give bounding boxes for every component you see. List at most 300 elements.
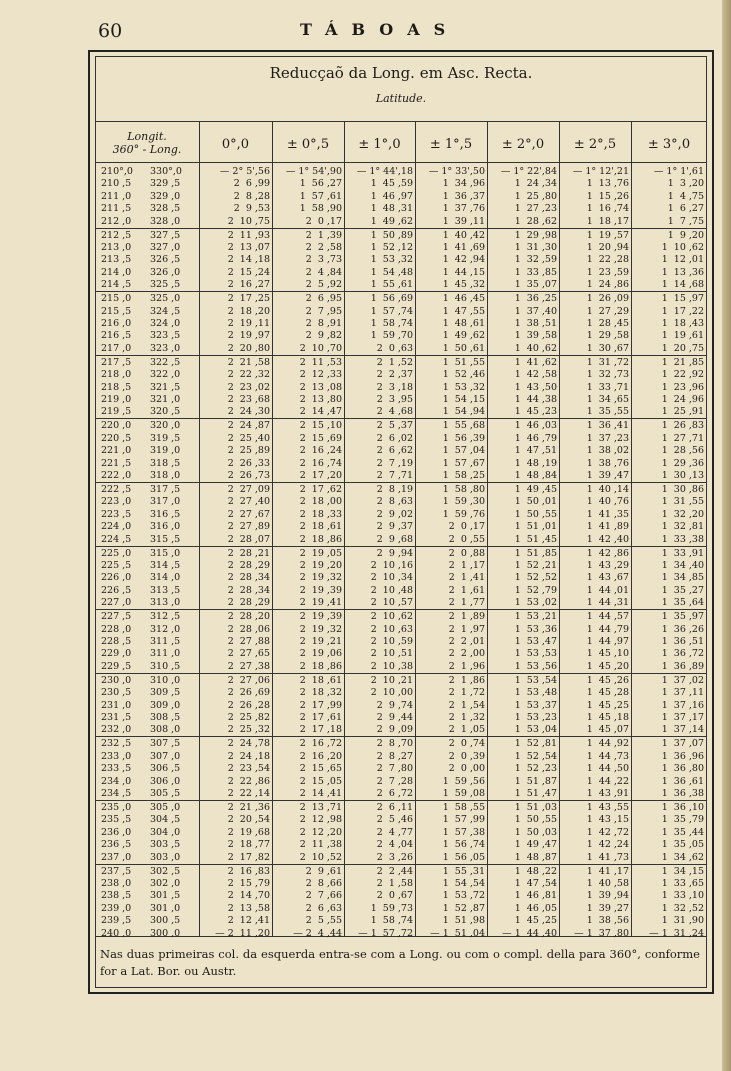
table-cell: 1 35 ,79 <box>661 814 704 826</box>
table-cell: 1 52 ,12 <box>370 241 413 253</box>
table-cell: 1 43 ,50 <box>514 381 557 393</box>
table-cell: 1 52 ,23 <box>514 763 557 775</box>
table-cell: 2 24 ,87 <box>227 420 270 432</box>
table-cell: 2 1 ,89 <box>448 611 485 623</box>
table-cell: 1 45 ,20 <box>586 660 629 672</box>
table-cell: 2 3 ,73 <box>305 254 342 266</box>
table-cell: 2 25 ,82 <box>227 711 270 723</box>
header-longit-label: Longit. <box>127 130 167 143</box>
table-cell: 223 ,5 <box>101 508 132 520</box>
table-cell: 1 22 ,92 <box>661 369 704 381</box>
table-cell: 1 47 ,51 <box>514 445 557 457</box>
table-cell: 223 ,0 <box>101 496 132 508</box>
header-col-1-5: ± 1°,5 <box>429 137 473 152</box>
table-cell: 2 11 ,93 <box>227 229 270 241</box>
table-cell: 1 35 ,64 <box>661 597 704 609</box>
table-cell: 301 ,5 <box>150 890 181 902</box>
table-cell: 2 0 ,67 <box>376 890 413 902</box>
table-cell: 227 ,5 <box>101 611 132 623</box>
table-cell: 329 ,0 <box>150 190 181 202</box>
table-cell: 1 35 ,05 <box>661 839 704 851</box>
table-cell: 1 29 ,98 <box>514 229 557 241</box>
table-cell: 1 46 ,79 <box>514 432 557 444</box>
table-cell: 239 ,5 <box>101 915 132 927</box>
table-cell: 2 7 ,28 <box>376 775 413 787</box>
table-cell: 2 27 ,09 <box>227 484 270 495</box>
table-cell: 308 ,0 <box>150 724 181 736</box>
table-cell: 2 0 ,88 <box>448 547 485 559</box>
table-cell: 2 4 ,68 <box>376 406 413 418</box>
table-cell: 1 52 ,87 <box>442 902 485 914</box>
table-cell: 1 15 ,97 <box>661 293 704 305</box>
table-cell: 2 11 ,53 <box>299 356 342 368</box>
table-cell: 1 27 ,71 <box>661 432 704 444</box>
table-cell: 1 44 ,01 <box>586 584 629 596</box>
table-cell: 300 ,0 <box>150 927 181 939</box>
table-cell: 2 15 ,65 <box>299 763 342 775</box>
table-cell: 2 10 ,48 <box>370 584 413 596</box>
table-cell: 1 53 ,23 <box>514 711 557 723</box>
table-cell: 329 ,5 <box>150 178 181 190</box>
table-cell: 1 37 ,76 <box>442 203 485 215</box>
table-cell: 318 ,5 <box>150 457 181 469</box>
table-cell: 2 4 ,84 <box>305 266 342 278</box>
table-cell: 234 ,5 <box>101 787 132 799</box>
table-cell: 2 12 ,98 <box>299 814 342 826</box>
table-cell: 229 ,0 <box>101 648 132 660</box>
table-cell: 1 53 ,37 <box>514 699 557 711</box>
table-cell: 215 ,0 <box>101 293 132 305</box>
table-cell: 220 ,0 <box>101 420 132 432</box>
table-cell: 2 9 ,37 <box>376 521 413 533</box>
table-cell: 1 26 ,09 <box>586 293 629 305</box>
table-cell: 1 47 ,55 <box>442 305 485 317</box>
footnote: Nas duas primeiras col. da esquerda entra-se com a Long. ou com o compl. della para 360°, conforme for a Lat. Bor. ou Austr. <box>100 947 700 978</box>
table-cell: 1 45 ,59 <box>370 178 413 190</box>
table-cell: 228 ,5 <box>101 635 132 647</box>
table-cell: 1 22 ,28 <box>586 254 629 266</box>
table-cell: 2 14 ,70 <box>227 890 270 902</box>
table-cell: 1 36 ,89 <box>661 660 704 672</box>
table-cell: 321 ,0 <box>150 393 181 405</box>
table-cell: 1 32 ,81 <box>661 521 704 533</box>
table-cell: 1 44 ,79 <box>586 623 629 635</box>
table-cell: 1 45 ,25 <box>586 699 629 711</box>
table-cell: 2 18 ,32 <box>299 687 342 699</box>
table-cell: 213 ,5 <box>101 254 132 266</box>
table-cell: 2 0 ,63 <box>376 342 413 354</box>
table-cell: 216 ,0 <box>101 317 132 329</box>
table-cell: 2 13 ,07 <box>227 241 270 253</box>
header-360-long: 360° - Long. <box>112 143 182 156</box>
table-cell: 326 ,5 <box>150 254 181 266</box>
table-cell: 2 19 ,05 <box>299 547 342 559</box>
table-cell: 1 40 ,42 <box>442 229 485 241</box>
table-cell: 1 37 ,11 <box>661 687 704 699</box>
table-cell: — 1 51 ,04 <box>430 927 485 939</box>
header-col-3-0: ± 3°,0 <box>647 137 691 152</box>
table-cell: 311 ,0 <box>150 648 181 660</box>
table-cell: 2 10 ,21 <box>370 674 413 686</box>
table-cell: 316 ,0 <box>150 521 181 533</box>
table-cell: 2 15 ,79 <box>227 877 270 889</box>
table-cell: 2 28 ,34 <box>227 572 270 584</box>
table-cell: 1 53 ,21 <box>514 611 557 623</box>
table-cell: 1 41 ,62 <box>514 356 557 368</box>
table-cell: 1 42 ,94 <box>442 254 485 266</box>
table-cell: 1 52 ,46 <box>442 369 485 381</box>
table-cell: 323 ,0 <box>150 342 181 354</box>
table-cell: 2 22 ,86 <box>227 775 270 787</box>
block-separator <box>95 546 707 547</box>
table-cell: 2 23 ,68 <box>227 393 270 405</box>
table-cell: 304 ,0 <box>150 826 181 838</box>
table-cell: 1 49 ,47 <box>514 839 557 851</box>
table-cell: 2 10 ,75 <box>227 215 270 227</box>
table-cell: 1 57 ,61 <box>299 190 342 202</box>
table-cell: 1 37 ,07 <box>661 738 704 750</box>
table-cell: 2 8 ,66 <box>305 877 342 889</box>
table-cell: 232 ,5 <box>101 738 132 750</box>
table-cell: 1 59 ,08 <box>442 787 485 799</box>
table-cell: 1 36 ,61 <box>661 775 704 787</box>
table-cell: 1 42 ,58 <box>514 369 557 381</box>
table-cell: 1 26 ,83 <box>661 420 704 432</box>
table-cell: 1 45 ,32 <box>442 279 485 291</box>
table-cell: 320 ,0 <box>150 420 181 432</box>
table-cell: 1 32 ,59 <box>514 254 557 266</box>
table-cell: 1 43 ,55 <box>586 802 629 813</box>
table-cell: 2 15 ,24 <box>227 266 270 278</box>
table-cell: 1 33 ,10 <box>661 890 704 902</box>
table-cell: 224 ,5 <box>101 533 132 545</box>
table-cell: 327 ,5 <box>150 229 181 241</box>
table-cell: 1 45 ,28 <box>586 687 629 699</box>
table-cell: 2 18 ,20 <box>227 305 270 317</box>
table-cell: 1 27 ,29 <box>586 305 629 317</box>
table-cell: 220 ,5 <box>101 432 132 444</box>
table-cell: 317 ,5 <box>150 484 181 495</box>
table-cell: 1 48 ,84 <box>514 469 557 481</box>
table-cell: 1 14 ,68 <box>661 279 704 291</box>
table-cell: 328 ,0 <box>150 215 181 227</box>
table-cell: 318 ,0 <box>150 469 181 481</box>
table-cell: 2 28 ,20 <box>227 611 270 623</box>
table-cell: 2 10 ,51 <box>370 648 413 660</box>
table-cell: 2 27 ,89 <box>227 521 270 533</box>
table-cell: 234 ,0 <box>101 775 132 787</box>
table-cell: 2 22 ,14 <box>227 787 270 799</box>
table-cell: 1 6 ,27 <box>667 203 704 215</box>
table-cell: 2 27 ,88 <box>227 635 270 647</box>
table-cell: 1 58 ,74 <box>370 317 413 329</box>
table-cell: 1 46 ,81 <box>514 890 557 902</box>
block-separator <box>95 291 707 292</box>
table-cell: 2 1 ,97 <box>448 623 485 635</box>
table-cell: 2 1 ,17 <box>448 559 485 571</box>
table-cell: 1 39 ,27 <box>586 902 629 914</box>
table-cell: 1 40 ,58 <box>586 877 629 889</box>
table-cell: 1 37 ,40 <box>514 305 557 317</box>
table-cell: 1 31 ,72 <box>586 356 629 368</box>
table-cell: 2 18 ,86 <box>299 660 342 672</box>
table-cell: 1 42 ,24 <box>586 839 629 851</box>
table-cell: 2 12 ,33 <box>299 369 342 381</box>
table-cell: 2 26 ,33 <box>227 457 270 469</box>
table-cell: 2 5 ,37 <box>376 420 413 432</box>
table-cell: 1 29 ,36 <box>661 457 704 469</box>
table-cell: 2 0 ,74 <box>448 738 485 750</box>
table-cell: — 1° 54',90 <box>285 166 342 177</box>
table-cell: 1 51 ,55 <box>442 356 485 368</box>
table-cell: 1 55 ,61 <box>370 279 413 291</box>
table-cell: 324 ,0 <box>150 317 181 329</box>
table-cell: 321 ,5 <box>150 381 181 393</box>
table-cell: 315 ,5 <box>150 533 181 545</box>
table-cell: 2 19 ,21 <box>299 635 342 647</box>
table-cell: 2 17 ,61 <box>299 711 342 723</box>
column-rule <box>559 121 560 936</box>
table-cell: 1 35 ,27 <box>661 584 704 596</box>
header-col-2-0: ± 2°,0 <box>501 137 545 152</box>
table-cell: 1 48 ,31 <box>370 203 413 215</box>
table-cell: 2 10 ,00 <box>370 687 413 699</box>
table-cell: 1 32 ,73 <box>586 369 629 381</box>
table-cell: 2 19 ,39 <box>299 611 342 623</box>
table-cell: 1 3 ,20 <box>667 178 704 190</box>
table-cell: 1 52 ,79 <box>514 584 557 596</box>
table-cell: 2 1 ,77 <box>448 597 485 609</box>
table-cell: 1 10 ,62 <box>661 241 704 253</box>
table-cell: 237 ,0 <box>101 851 132 863</box>
table-cell: 312 ,5 <box>150 611 181 623</box>
table-cell: 1 45 ,07 <box>586 724 629 736</box>
table-cell: 328 ,5 <box>150 203 181 215</box>
table-cell: 2 4 ,04 <box>376 839 413 851</box>
table-cell: 1 59 ,73 <box>370 902 413 914</box>
table-cell: — 1° 1',61 <box>653 166 704 177</box>
table-cell: 2 18 ,00 <box>299 496 342 508</box>
table-cell: 1 25 ,91 <box>661 406 704 418</box>
table-cell: 1 34 ,65 <box>586 393 629 405</box>
table-cell: 1 59 ,56 <box>442 775 485 787</box>
table-cell: 312 ,0 <box>150 623 181 635</box>
table-cell: 215 ,5 <box>101 305 132 317</box>
table-cell: 1 59 ,76 <box>442 508 485 520</box>
table-cell: 2 0 ,17 <box>305 215 342 227</box>
table-cell: 222 ,5 <box>101 484 132 495</box>
table-cell: 2 6 ,99 <box>233 178 270 190</box>
table-cell: 2 27 ,65 <box>227 648 270 660</box>
table-cell: 1 43 ,67 <box>586 572 629 584</box>
table-cell: 2 0 ,00 <box>448 763 485 775</box>
table-cell: 2 18 ,77 <box>227 839 270 851</box>
table-cell: 2 14 ,47 <box>299 406 342 418</box>
table-cell: 2 28 ,29 <box>227 559 270 571</box>
table-cell: 1 48 ,22 <box>514 865 557 877</box>
table-cell: 302 ,5 <box>150 865 181 877</box>
table-cell: 219 ,5 <box>101 406 132 418</box>
table-cell: 1 58 ,74 <box>370 915 413 927</box>
table-cell: 304 ,5 <box>150 814 181 826</box>
table-cell: 221 ,5 <box>101 457 132 469</box>
table-cell: 1 52 ,21 <box>514 559 557 571</box>
table-cell: 310 ,0 <box>150 674 181 686</box>
table-cell: 302 ,0 <box>150 877 181 889</box>
table-cell: 1 50 ,03 <box>514 826 557 838</box>
header-col-1-0: ± 1°,0 <box>358 137 401 152</box>
table-cell: 1 53 ,54 <box>514 674 557 686</box>
table-cell: 2 7 ,19 <box>376 457 413 469</box>
table-cell: 1 56 ,05 <box>442 851 485 863</box>
table-cell: 313 ,0 <box>150 597 181 609</box>
table-cell: 311 ,5 <box>150 635 181 647</box>
table-cell: 1 36 ,96 <box>661 750 704 762</box>
table-cell: 2 0 ,17 <box>448 521 485 533</box>
table-cell: 2 28 ,07 <box>227 533 270 545</box>
table-cell: 2 16 ,24 <box>299 445 342 457</box>
table-cell: 1 57 ,04 <box>442 445 485 457</box>
table-cell: 1 36 ,80 <box>661 763 704 775</box>
table-cell: 319 ,5 <box>150 432 181 444</box>
table-cell: 2 17 ,62 <box>299 484 342 495</box>
table-cell: 1 48 ,61 <box>442 317 485 329</box>
table-cell: 309 ,5 <box>150 687 181 699</box>
table-cell: 2 19 ,68 <box>227 826 270 838</box>
table-cell: 2 9 ,68 <box>376 533 413 545</box>
table-cell: 1 41 ,89 <box>586 521 629 533</box>
table-cell: 1 25 ,80 <box>514 190 557 202</box>
table-cell: 2 1 ,54 <box>448 699 485 711</box>
table-cell: 1 44 ,73 <box>586 750 629 762</box>
table-cell: 1 33 ,85 <box>514 266 557 278</box>
table-cell: 2 16 ,83 <box>227 865 270 877</box>
table-cell: 238 ,5 <box>101 890 132 902</box>
table-cell: 2 26 ,73 <box>227 469 270 481</box>
table-cell: 1 19 ,57 <box>586 229 629 241</box>
table-cell: 1 59 ,30 <box>442 496 485 508</box>
table-cell: 2 1 ,72 <box>448 687 485 699</box>
table-cell: 2 20 ,54 <box>227 814 270 826</box>
header-longit <box>95 130 199 156</box>
table-cell: — 1° 33',50 <box>428 166 485 177</box>
table-cell: 1 42 ,40 <box>586 533 629 545</box>
table-cell: 2 8 ,91 <box>305 317 342 329</box>
table-cell: 1 44 ,92 <box>586 738 629 750</box>
table-cell: 1 33 ,91 <box>661 547 704 559</box>
table-cell: 1 54 ,94 <box>442 406 485 418</box>
table-cell: 2 9 ,74 <box>376 699 413 711</box>
table-cell: 1 54 ,15 <box>442 393 485 405</box>
table-cell: 217 ,5 <box>101 356 132 368</box>
table-cell: 2 18 ,86 <box>299 533 342 545</box>
table-cell: 1 36 ,38 <box>661 787 704 799</box>
table-cell: 1 41 ,35 <box>586 508 629 520</box>
table-cell: 1 32 ,20 <box>661 508 704 520</box>
table-cell: 2 10 ,52 <box>299 851 342 863</box>
table-cell: 301 ,0 <box>150 902 181 914</box>
table-cell: 2 27 ,40 <box>227 496 270 508</box>
table-cell: 2 2 ,37 <box>376 369 413 381</box>
table-cell: 2 27 ,06 <box>227 674 270 686</box>
table-cell: 1 56 ,27 <box>299 178 342 190</box>
table-cell: 232 ,0 <box>101 724 132 736</box>
table-cell: 2 0 ,39 <box>448 750 485 762</box>
table-cell: 1 36 ,51 <box>661 635 704 647</box>
table-cell: 2 16 ,20 <box>299 750 342 762</box>
table-cell: 2 5 ,46 <box>376 814 413 826</box>
table-cell: 1 35 ,07 <box>514 279 557 291</box>
table-cell: 1 34 ,85 <box>661 572 704 584</box>
table-cell: 1 18 ,17 <box>586 215 629 227</box>
table-cell: 1 51 ,85 <box>514 547 557 559</box>
table-cell: 1 50 ,89 <box>370 229 413 241</box>
table-cell: 2 1 ,05 <box>448 724 485 736</box>
table-cell: 1 24 ,34 <box>514 178 557 190</box>
table-cell: 2 2 ,00 <box>448 648 485 660</box>
table-cell: 2 9 ,61 <box>305 865 342 877</box>
table-cell: 1 58 ,55 <box>442 802 485 813</box>
table-cell: 2 6 ,95 <box>305 293 342 305</box>
table-cell: 1 24 ,96 <box>661 393 704 405</box>
table-cell: 2 19 ,41 <box>299 597 342 609</box>
table-cell: 2 9 ,02 <box>376 508 413 520</box>
table-cell: 2 1 ,39 <box>305 229 342 241</box>
table-cell: 1 57 ,38 <box>442 826 485 838</box>
table-cell: 1 12 ,01 <box>661 254 704 266</box>
table-cell: — 1 57 ,72 <box>358 927 413 939</box>
table-cell: 1 58 ,80 <box>442 484 485 495</box>
table-cell: 2 5 ,92 <box>305 279 342 291</box>
table-cell: 1 13 ,36 <box>661 266 704 278</box>
table-cell: 2 8 ,63 <box>376 496 413 508</box>
table-cell: 1 56 ,74 <box>442 839 485 851</box>
table-cell: 1 53 ,56 <box>514 660 557 672</box>
table-cell: 2 10 ,59 <box>370 635 413 647</box>
table-cell: 2 2 ,44 <box>376 865 413 877</box>
table-cell: 1 46 ,03 <box>514 420 557 432</box>
table-cell: 1 35 ,55 <box>586 406 629 418</box>
table-cell: 1 44 ,31 <box>586 597 629 609</box>
table-cell: — 1 37 ,80 <box>574 927 629 939</box>
block-separator <box>95 864 707 865</box>
latitude-label: Latitude. <box>375 92 427 105</box>
table-cell: 2 9 ,94 <box>376 547 413 559</box>
table-cell: 325 ,5 <box>150 279 181 291</box>
table-cell: 1 54 ,54 <box>442 877 485 889</box>
column-rule <box>199 121 200 936</box>
table-cell: 2 16 ,72 <box>299 738 342 750</box>
table-cell: 1 50 ,01 <box>514 496 557 508</box>
table-cell: 1 51 ,47 <box>514 787 557 799</box>
header-col-0-5: ± 0°,5 <box>286 137 330 152</box>
table-cell: — 2 11 ,20 <box>215 927 270 939</box>
table-cell: 1 33 ,38 <box>661 533 704 545</box>
table-cell: 2 15 ,05 <box>299 775 342 787</box>
table-cell: 1 36 ,10 <box>661 802 704 813</box>
table-cell: 1 28 ,62 <box>514 215 557 227</box>
table-cell: 2 25 ,40 <box>227 432 270 444</box>
table-cell: 2 27 ,38 <box>227 660 270 672</box>
table-cell: 2 5 ,55 <box>305 915 342 927</box>
table-cell: 1 30 ,67 <box>586 342 629 354</box>
table-cell: 1 46 ,05 <box>514 902 557 914</box>
table-cell: 1 59 ,70 <box>370 330 413 342</box>
table-cell: 2 20 ,80 <box>227 342 270 354</box>
table-cell: 2 14 ,41 <box>299 787 342 799</box>
table-cell: 320 ,5 <box>150 406 181 418</box>
table-cell: 300 ,5 <box>150 915 181 927</box>
